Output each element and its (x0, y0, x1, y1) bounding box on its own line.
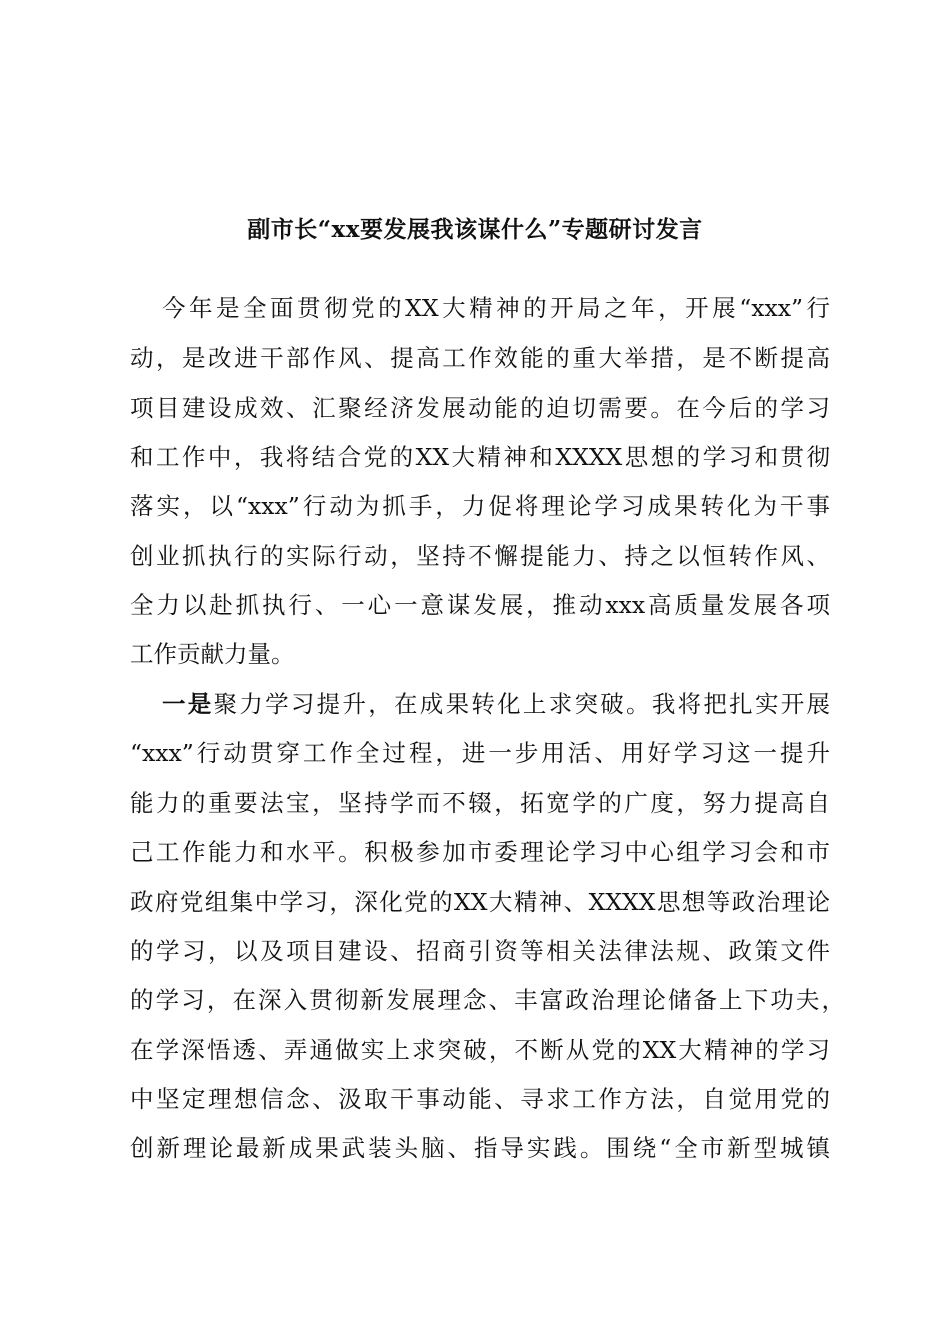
paragraph-2-line-10: 创新理论最新成果武装头脑、指导实践。围绕“全市新型城镇 (130, 1134, 830, 1162)
paragraph-1-line-2: 动，是改进干部作风、提高工作效能的重大举措，是不断提高 (130, 344, 830, 372)
paragraph-1-line-7: 全力以赴抓执行、一心一意谋发展，推动xxx高质量发展各项 (130, 591, 830, 619)
paragraph-1-line-6: 创业抓执行的实际行动，坚持不懈提能力、持之以恒转作风、 (130, 542, 830, 570)
paragraph-2-line-4: 己工作能力和水平。积极参加市委理论学习中心组学习会和市 (130, 838, 830, 866)
paragraph-1-line-5: 落实，以“xxx”行动为抓手，力促将理论学习成果转化为干事 (130, 492, 830, 520)
paragraph-2-line-5: 政府党组集中学习，深化党的XX大精神、XXXX思想等政治理论 (130, 888, 830, 916)
paragraph-2-line-6: 的学习，以及项目建设、招商引资等相关法律法规、政策文件 (130, 937, 830, 965)
paragraph-2-line-9: 中坚定理想信念、汲取干事动能、寻求工作方法，自觉用党的 (130, 1085, 830, 1113)
paragraph-2-line-2: “xxx”行动贯穿工作全过程，进一步用活、用好学习这一提升 (130, 739, 830, 767)
paragraph-2-line-1 (162, 686, 830, 722)
paragraph-1-line-1: 今年是全面贯彻党的XX大精神的开局之年，开展“xxx”行 (162, 294, 830, 322)
paragraph-2-lead: 一是 (162, 690, 214, 718)
paragraph-2-line-7: 的学习，在深入贯彻新发展理念、丰富政治理论储备上下功夫， (130, 986, 845, 1014)
paragraph-1-line-3: 项目建设成效、汇聚经济发展动能的迫切需要。在今后的学习 (130, 394, 830, 422)
paragraph-1-line-4: 和工作中，我将结合党的XX大精神和XXXX思想的学习和贯彻 (130, 443, 830, 471)
paragraph-2-first-line-text: 聚力学习提升，在成果转化上求突破。我将把扎实开展 (213, 690, 831, 718)
paragraph-2-line-8: 在学深悟透、弄通做实上求突破，不断从党的XX大精神的学习 (130, 1036, 830, 1064)
paragraph-1-line-8: 工作贡献力量。 (130, 640, 295, 668)
document-title: 副市长“xx要发展我该谋什么”专题研讨发言 (247, 216, 703, 243)
paragraph-2-line-3: 能力的重要法宝，坚持学而不辍，拓宽学的广度，努力提高自 (130, 789, 830, 817)
